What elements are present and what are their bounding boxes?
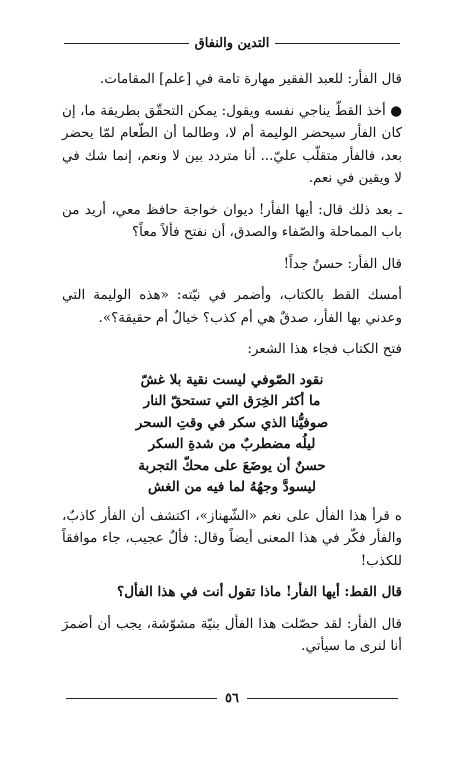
poem-verse: ليلُه مضطربٌ من شدةِ السكر	[148, 436, 316, 452]
paragraph: أمسك القط بالكتاب، وأضمر في نيّته: «هذه الوليمة التي وعدني بها الفأر، صدقٌ هي أم كذب؟ خيالٌ أم حقيقة؟».	[62, 287, 402, 326]
poem-block	[62, 370, 402, 499]
running-title: التدين والنفاق	[194, 35, 270, 51]
footer-rule-left	[66, 698, 217, 699]
poem-verse: نقود الصّوفي ليست نقية بلا غشّ	[140, 371, 324, 388]
page-body	[62, 68, 402, 667]
paragraph: قال الفأر: لقد حصّلت هذا الفأل بنيّة مشوّشة، يجب أن أضمرَ أنا لنرى ما سيأتي.	[62, 615, 402, 654]
header-rule-right	[275, 43, 400, 44]
paragraph: ● أخذ القطّ يناجي نفسه ويقول: يمكن التحقّق بطريقة ما، إن كان الفأر سيحضر الوليمة أم لا، وطالما أن الطّعام لمّا يحضر بعد، فالفأر متقلّب عليّ... أنا متردد بين لا ونعم، إنما شك في لا ويقين في نعم.	[62, 102, 402, 186]
page-footer	[58, 688, 406, 708]
page-number: ٥٦	[225, 690, 239, 706]
paragraph: قال الفأر: حسنٌ جداً!	[283, 255, 402, 272]
poem-verse: ليسودَّ وجهُهُ لما فيه من الغش	[148, 479, 316, 495]
running-header	[58, 34, 406, 52]
paragraph: قال الفأر: للعبد الفقير مهارة تامة في [علم] المقامات.	[99, 71, 402, 87]
paragraph: ه قرأ هذا الفأل على نغم «الشّهناز»، اكتشف أن الفأر كاذبٌ، والفأر فكّر في هذا المعنى أيضاً وقال: فألٌ عجيب، جاء موافقاً للكذب!	[62, 507, 402, 569]
poem-verse: ما أكثر الخِرَق التي تستحقّ النار	[143, 393, 321, 409]
paragraph: فتح الكتاب فجاء هذا الشعر:	[247, 341, 402, 357]
paragraph: ـ بعد ذلك قال: أيها الفأر! ديوان خواجة حافظ معي، أريد من باب المماحلة والصّفاء والصدق، أن نفتح فألاً معاً؟	[62, 201, 402, 240]
poem-verse: صوفيُّنا الذي سكر في وقتِ السحر	[135, 414, 329, 431]
footer-rule-right	[247, 698, 398, 699]
header-rule-left	[64, 43, 189, 44]
paragraph: قال القط: أيها الفأر! ماذا تقول أنت في هذا الفأل؟	[117, 584, 402, 600]
poem-verse: حسنٌ أن يوضَعَ على محكّ التجربة	[138, 457, 326, 474]
